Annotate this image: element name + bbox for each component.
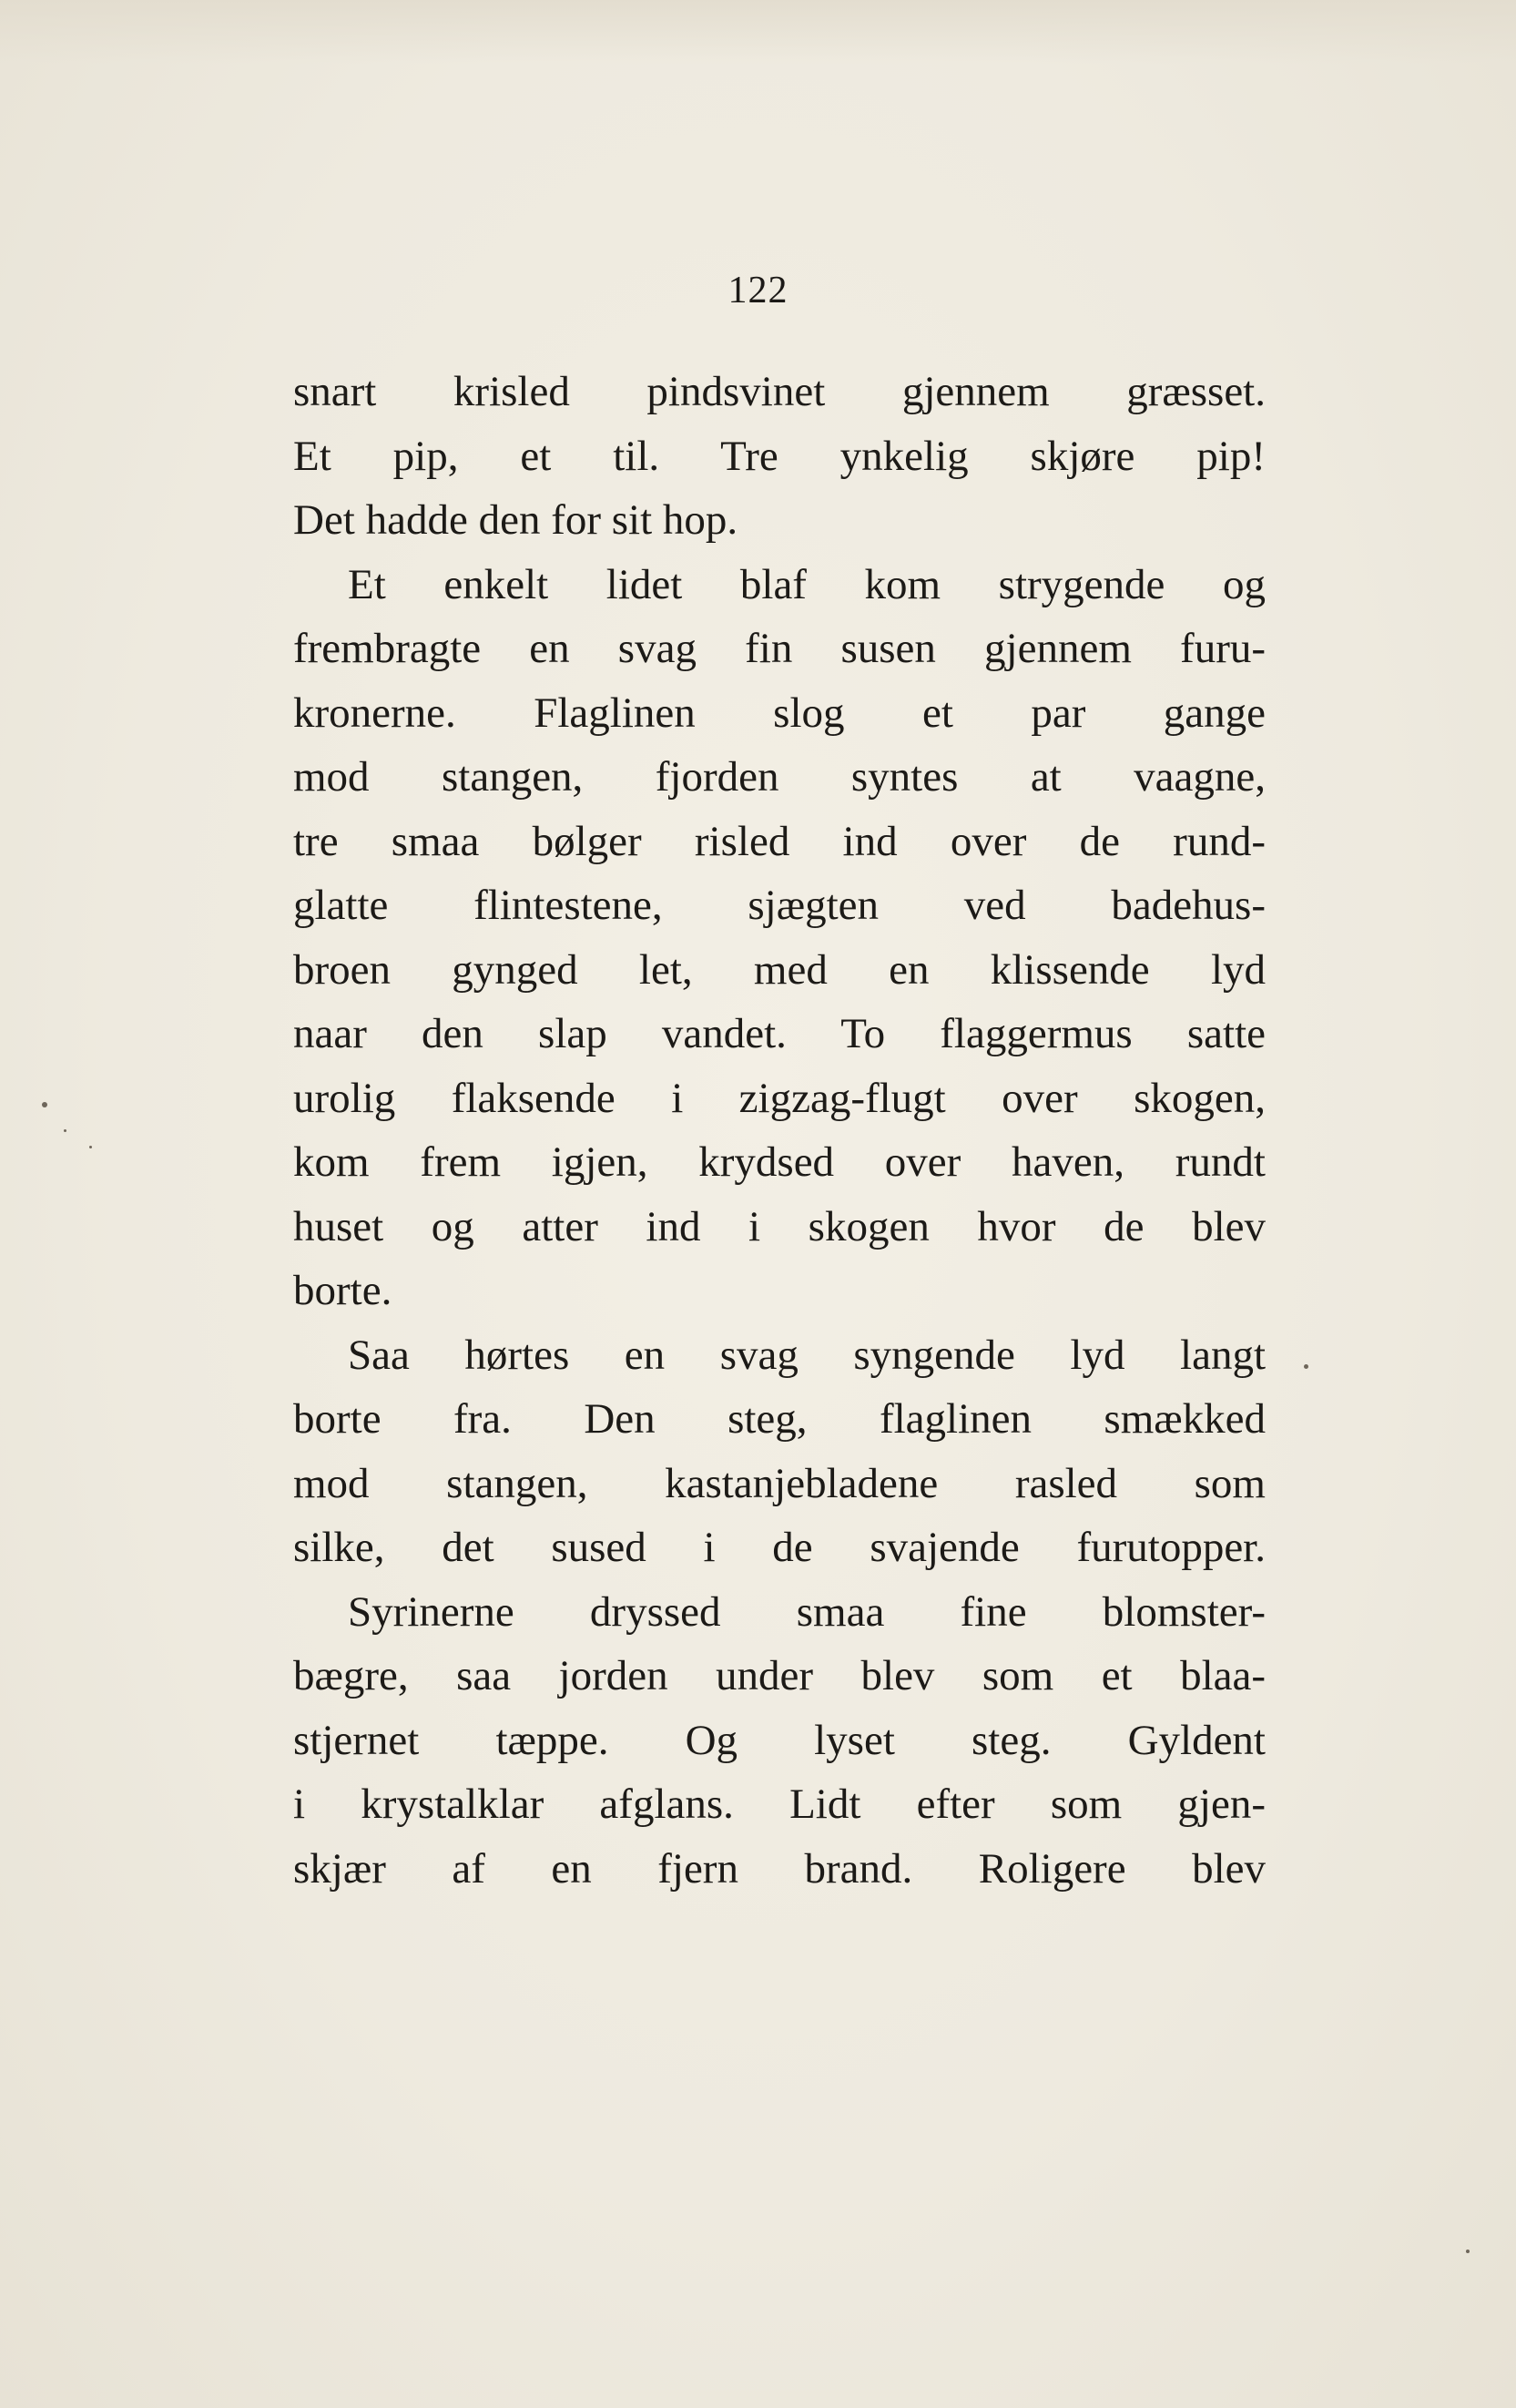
ink-speck — [1466, 2250, 1470, 2253]
text-line: snart krisled pindsvinet gjennem græsset. — [293, 368, 1266, 415]
text-line: silke, det sused i de svajende furutopper. — [293, 1524, 1266, 1571]
ink-speck — [42, 1102, 47, 1107]
text-line: Det hadde den for sit hop. — [293, 496, 738, 544]
text-line: naar den slap vandet. To flaggermus satte — [293, 1010, 1266, 1057]
ink-speck — [89, 1146, 92, 1148]
text-line: kronerne. Flaglinen slog et par gange — [293, 689, 1266, 737]
page-number: 122 — [727, 270, 789, 311]
text-line: stjernet tæppe. Og lyset steg. Gyldent — [293, 1716, 1266, 1764]
text-line: borte fra. Den steg, flaglinen smækked — [293, 1395, 1266, 1443]
page-top-shadow — [0, 0, 1516, 64]
text-line: i krystalklar afglans. Lidt efter som gjen- — [293, 1780, 1266, 1828]
ink-speck — [1304, 1364, 1308, 1369]
text-line: kom frem igjen, krydsed over haven, rundt — [293, 1138, 1266, 1186]
text-line: frembragte en svag fin susen gjennem furu- — [293, 625, 1266, 672]
text-line: huset og atter ind i skogen hvor de blev — [293, 1202, 1266, 1250]
text-line: Saa hørtes en svag syngende lyd langt — [348, 1331, 1266, 1379]
text-line: glatte flintestene, sjægten ved badehus- — [293, 882, 1266, 929]
text-line: Syrinerne dryssed smaa fine blomster- — [348, 1587, 1266, 1636]
ink-speck — [64, 1129, 66, 1132]
text-line: mod stangen, fjorden syntes at vaagne, — [293, 753, 1266, 801]
text-line: tre smaa bølger risled ind over de rund- — [293, 817, 1266, 865]
text-line: borte. — [293, 1267, 392, 1314]
text-line: mod stangen, kastanjebladene rasled som — [293, 1459, 1266, 1507]
body-text — [293, 360, 1266, 1901]
text-line: urolig flaksende i zigzag-flugt over skogen, — [293, 1074, 1266, 1122]
text-line: skjær af en fjern brand. Roligere blev — [293, 1844, 1266, 1893]
text-line: broen gynged let, med en klissende lyd — [293, 945, 1266, 994]
text-line: Et pip, et til. Tre ynkelig skjøre pip! — [293, 432, 1266, 480]
text-line: bægre, saa jorden under blev som et blaa- — [293, 1652, 1266, 1699]
text-line: Et enkelt lidet blaf kom strygende og — [348, 560, 1266, 608]
